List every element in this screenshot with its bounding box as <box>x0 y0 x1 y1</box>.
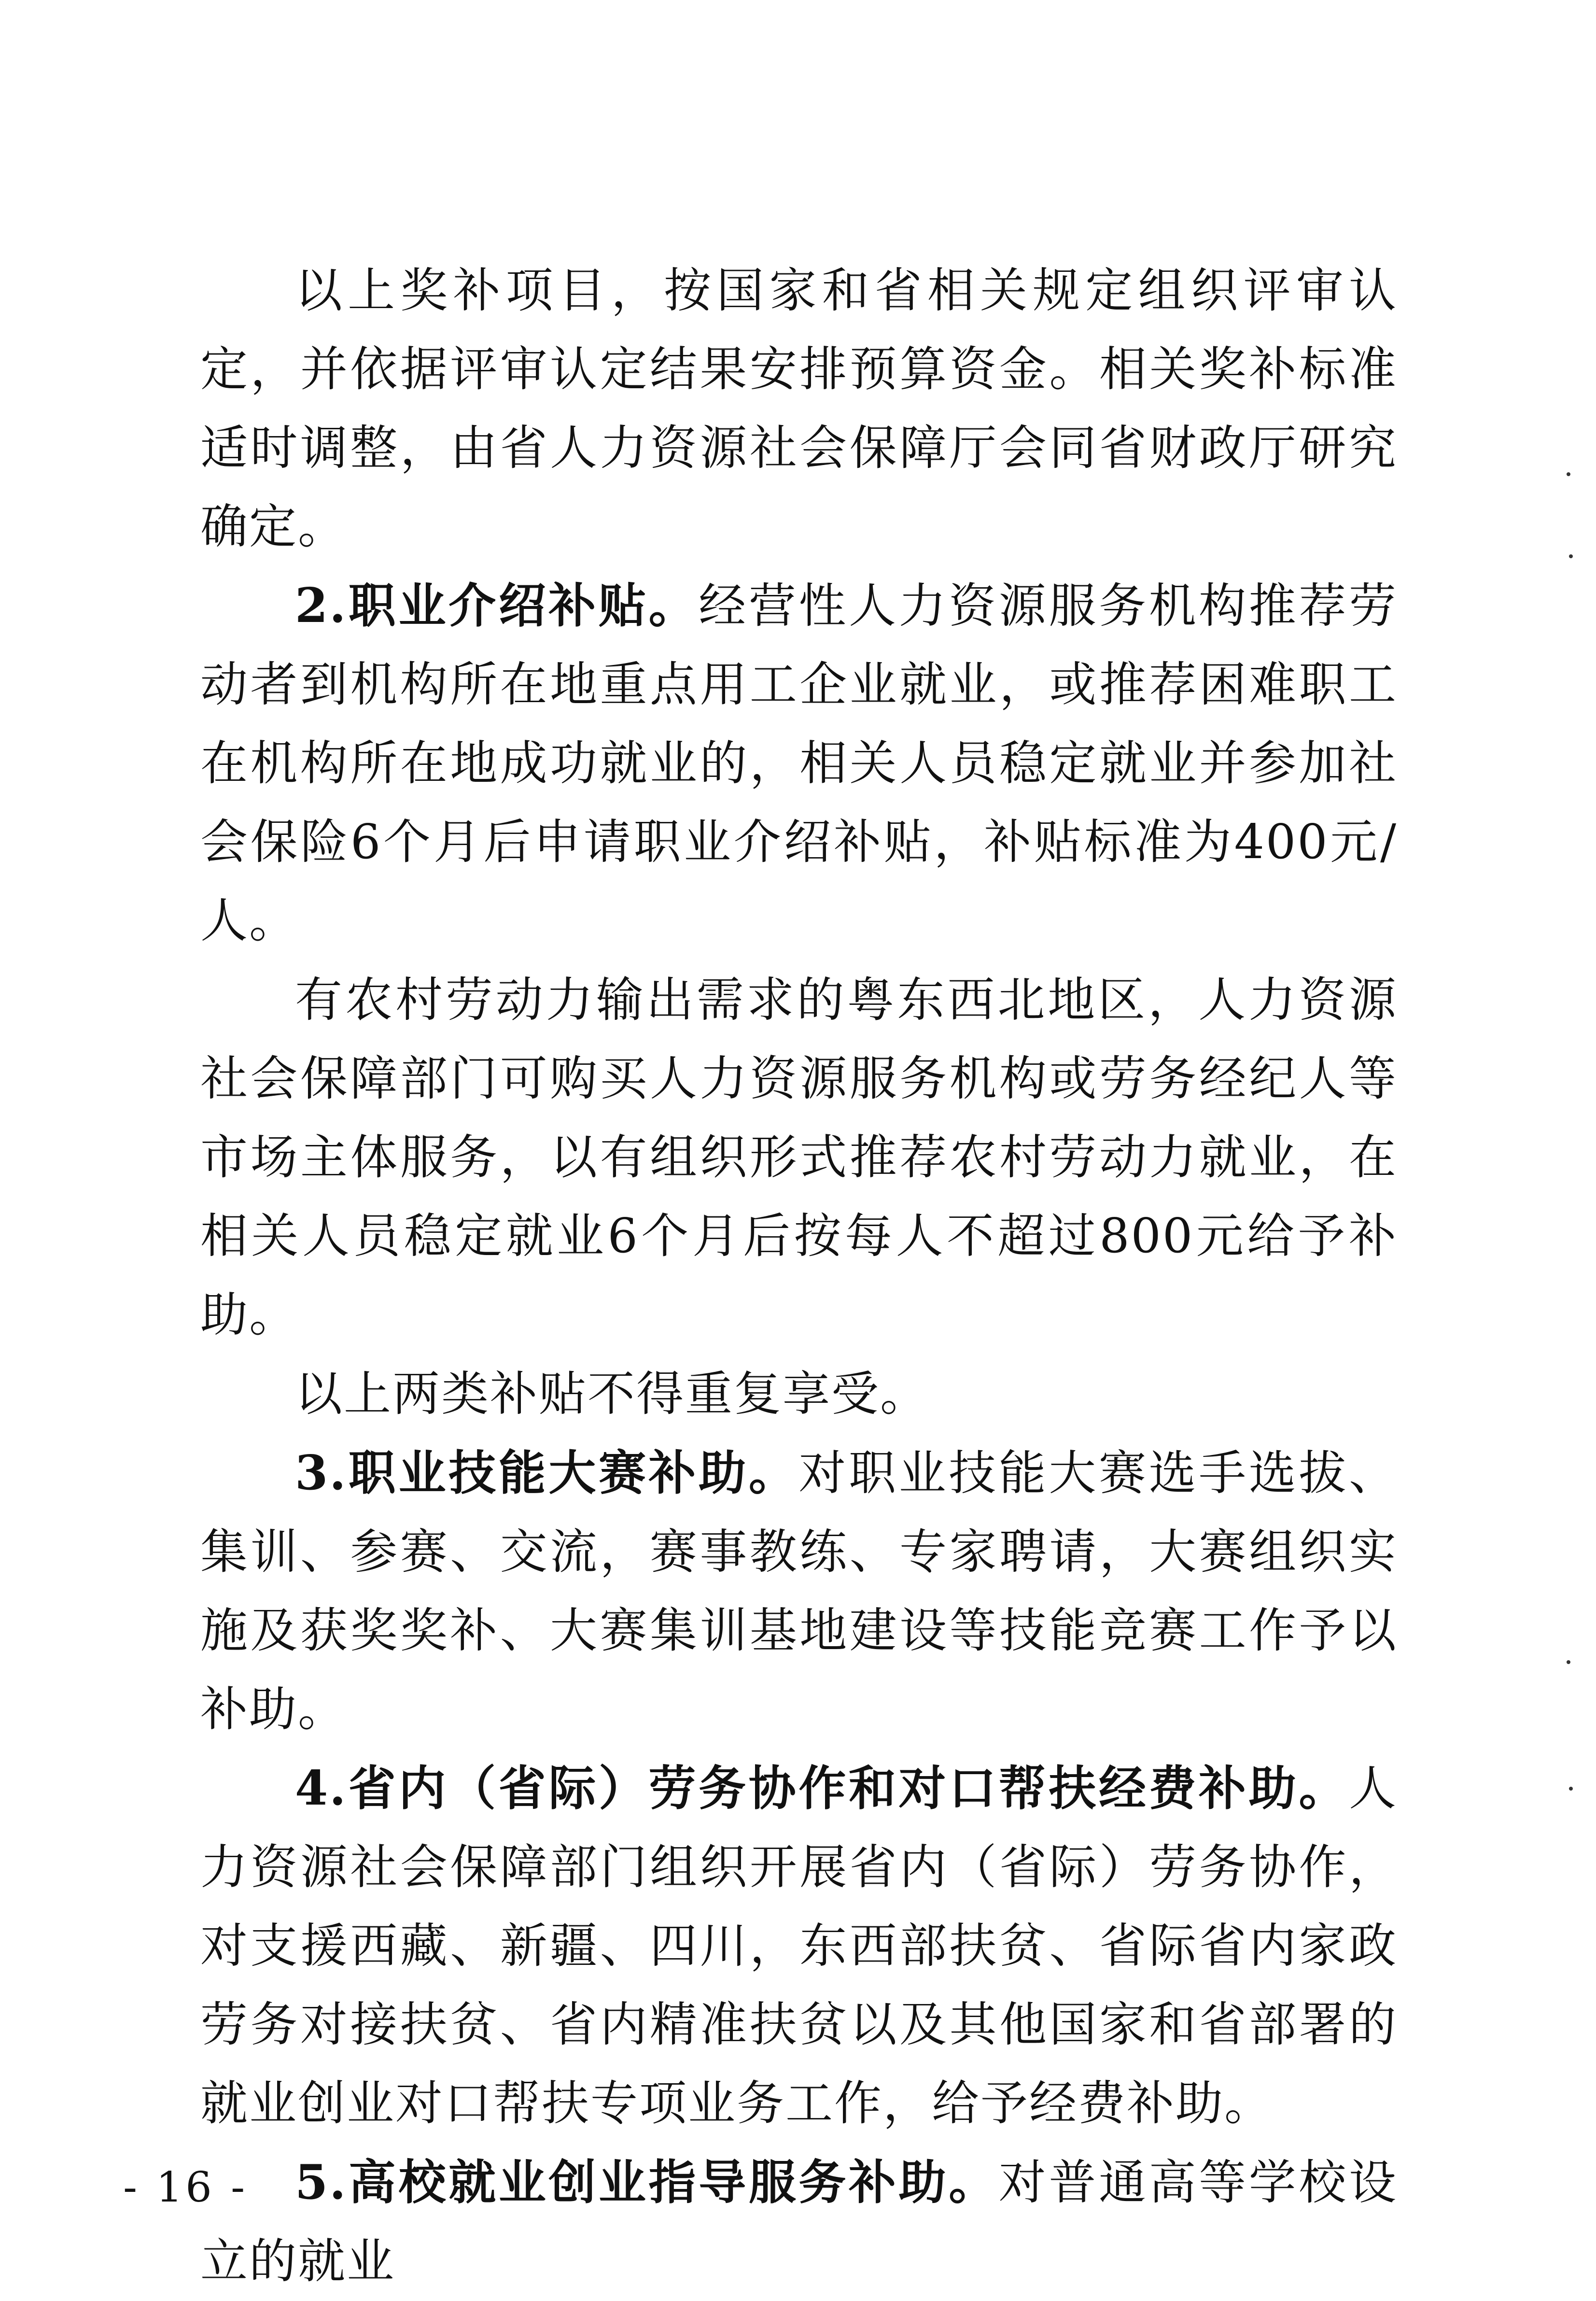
paragraph-7-heading: 5.高校就业创业指导服务补助。 <box>295 2155 999 2210</box>
paragraph-7-text: 对普通高等学校设立的就业 <box>200 2155 1398 2289</box>
scan-speck <box>1569 1787 1573 1791</box>
scan-speck <box>1567 1660 1570 1664</box>
body-text <box>200 251 1398 2301</box>
paragraph-1 <box>200 251 1398 566</box>
paragraph-5-heading: 3.职业技能大赛补助。 <box>295 1445 799 1501</box>
paragraph-6-heading: 4.省内（省际）劳务协作和对口帮扶经费补助。 <box>295 1761 1349 1816</box>
paragraph-5-text: 对职业技能大赛选手选拔、集训、参赛、交流，赛事教练、专家聘请，大赛组织实施及获奖奖补、大赛集训基地建设等技能竞赛工作予以补助。 <box>200 1446 1398 1737</box>
paragraph-3-text: 有农村劳动力输出需求的粤东西北地区，人力资源社会保障部门可购买人力资源服务机构或劳务经纪人等市场主体服务，以有组织形式推荐农村劳动力就业，在相关人员稳定就业6个月后按每人不超过800元给予补助。 <box>200 973 1398 1342</box>
page-number: - 16 - <box>123 2163 248 2212</box>
paragraph-6 <box>200 1749 1398 2143</box>
scan-speck <box>1567 472 1570 476</box>
paragraph-6-text: 人力资源社会保障部门组织开展省内（省际）劳务协作，对支援西藏、新疆、四川，东西部扶贫、省际省内家政劳务对接扶贫、省内精准扶贫以及其他国家和省部署的就业创业对口帮扶专项业务工作，给予经费补助。 <box>200 1761 1398 2131</box>
paragraph-1-text: 以上奖补项目，按国家和省相关规定组织评审认定，并依据评审认定结果安排预算资金。相关奖补标准适时调整，由省人力资源社会保障厅会同省财政厅研究确定。 <box>200 263 1398 554</box>
paragraph-4-text: 以上两类补贴不得重复享受。 <box>295 1367 929 1422</box>
paragraph-2 <box>200 566 1398 960</box>
paragraph-2-text: 经营性人力资源服务机构推荐劳动者到机构所在地重点用工企业就业，或推荐困难职工在机构所在地成功就业的，相关人员稳定就业并参加社会保险6个月后申请职业介绍补贴，补贴标准为400元/人。 <box>200 579 1398 948</box>
paragraph-7 <box>200 2143 1398 2301</box>
paragraph-3 <box>200 960 1398 1355</box>
scan-speck <box>1569 554 1573 558</box>
paragraph-5 <box>200 1434 1398 1749</box>
paragraph-2-heading: 2.职业介绍补贴。 <box>295 578 699 634</box>
paragraph-4 <box>200 1355 1398 1434</box>
